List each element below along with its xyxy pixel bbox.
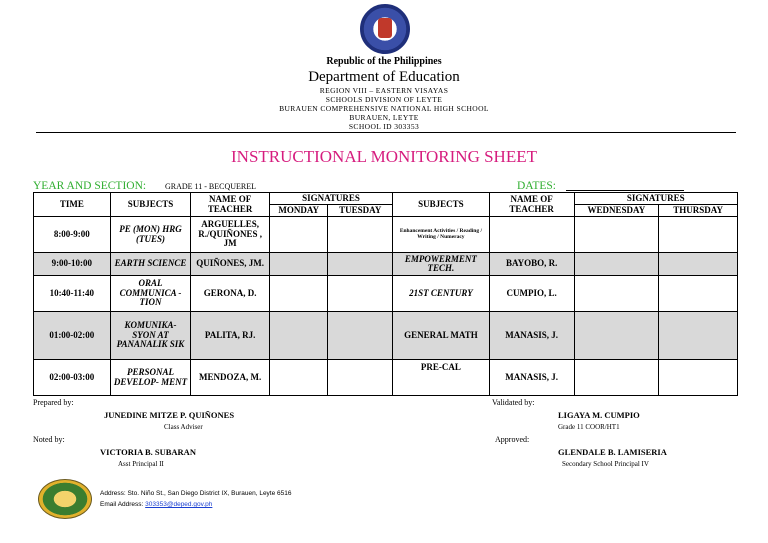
- deped-seal-icon: [360, 4, 410, 54]
- teacher-cell: MANASIS, J.: [489, 312, 574, 360]
- subject-cell: PE (MON) HRG (TUES): [110, 217, 191, 253]
- table-row: [34, 253, 738, 276]
- email-link[interactable]: 303353@deped.gov.ph: [145, 501, 213, 508]
- signature-cell[interactable]: [269, 253, 327, 276]
- signature-cell[interactable]: [328, 312, 393, 360]
- signature-cell[interactable]: [328, 360, 393, 396]
- teacher-cell: CUMPIO, L.: [489, 276, 574, 312]
- division-text: SCHOOLS DIVISION OF LEYTE: [325, 95, 443, 104]
- prepared-by-name: JUNEDINE MITZE P. QUIÑONES: [104, 410, 235, 420]
- teacher-cell: MENDOZA, M.: [191, 360, 270, 396]
- signature-cell[interactable]: [574, 360, 659, 396]
- dates-label: DATES:: [517, 180, 556, 192]
- header-signatures-1: SIGNATURES: [269, 193, 392, 205]
- header-teacher-1: NAME OF TEACHER: [191, 193, 270, 217]
- subject-cell: EARTH SCIENCE: [110, 253, 191, 276]
- teacher-cell: QUIÑONES, JM.: [191, 253, 270, 276]
- validated-by-name: LIGAYA M. CUMPIO: [558, 410, 640, 420]
- subject-cell: ORAL COMMUNICA -TION: [110, 276, 191, 312]
- signature-cell[interactable]: [574, 253, 659, 276]
- prepared-by-label: Prepared by:: [33, 398, 74, 407]
- header-divider: [36, 132, 736, 133]
- subject-cell: PRE-CAL: [393, 360, 490, 396]
- header-time: TIME: [34, 193, 111, 217]
- header-teacher-2: NAME OF TEACHER: [489, 193, 574, 217]
- signature-cell[interactable]: [269, 360, 327, 396]
- school-logo-icon: [38, 479, 92, 519]
- approved-label: Approved:: [495, 435, 530, 444]
- monitoring-table: [33, 192, 738, 396]
- region-text: REGION VIII – EASTERN VISAYAS: [319, 86, 449, 95]
- signature-cell[interactable]: [328, 253, 393, 276]
- teacher-cell: BAYOBO, R.: [489, 253, 574, 276]
- school-location: BURAUEN, LEYTE: [349, 113, 419, 122]
- noted-by-label: Noted by:: [33, 435, 65, 444]
- header-thursday: THURSDAY: [659, 205, 738, 217]
- approved-role: Secondary School Principal IV: [562, 460, 649, 468]
- year-section-value: GRADE 11 - BECQUEREL: [165, 182, 257, 191]
- year-section-label: YEAR AND SECTION:: [33, 180, 147, 192]
- time-cell: 9:00-10:00: [34, 253, 111, 276]
- teacher-cell: PALITA, RJ.: [191, 312, 270, 360]
- subject-cell: 21ST CENTURY: [393, 276, 490, 312]
- approved-name: GLENDALE B. LAMISERIA: [558, 447, 667, 457]
- header-tuesday: TUESDAY: [328, 205, 393, 217]
- time-cell: 10:40-11:40: [34, 276, 111, 312]
- subject-cell: GENERAL MATH: [393, 312, 490, 360]
- dates-blank-line: [566, 190, 684, 191]
- validated-by-role: Grade 11 COOR/HT1: [558, 423, 620, 431]
- address-text: Address: Sto. Niño St., San Diego District IX, Burauen, Leyte 6516: [100, 490, 292, 497]
- table-row: [34, 312, 738, 360]
- teacher-cell: MANASIS, J.: [489, 360, 574, 396]
- email-line: [100, 501, 212, 508]
- signature-cell[interactable]: [574, 312, 659, 360]
- time-cell: 01:00-02:00: [34, 312, 111, 360]
- signature-cell[interactable]: [269, 312, 327, 360]
- signature-cell[interactable]: [659, 217, 738, 253]
- department-title: Department of Education: [308, 69, 460, 85]
- teacher-cell: ARGUELLES, R./QUIÑONES , JM: [191, 217, 270, 253]
- header-signatures-2: SIGNATURES: [574, 193, 737, 205]
- teacher-cell: GERONA, D.: [191, 276, 270, 312]
- signature-cell[interactable]: [659, 312, 738, 360]
- subject-cell: Enhancement Activities / Reading / Writing / Numeracy: [393, 217, 490, 253]
- subject-cell: KOMUNIKA- SYON AT PANANALIK SIK: [110, 312, 191, 360]
- signature-cell[interactable]: [659, 253, 738, 276]
- prepared-by-role: Class Adviser: [164, 423, 203, 431]
- noted-by-name: VICTORIA B. SUBARAN: [100, 447, 196, 457]
- header-wednesday: WEDNESDAY: [574, 205, 659, 217]
- signature-cell[interactable]: [328, 276, 393, 312]
- header-monday: MONDAY: [269, 205, 327, 217]
- republic-text: Republic of the Philippines: [326, 56, 442, 67]
- noted-by-role: Asst Principal II: [118, 460, 164, 468]
- header-subjects-1: SUBJECTS: [110, 193, 191, 217]
- signature-cell[interactable]: [574, 276, 659, 312]
- signature-cell[interactable]: [659, 360, 738, 396]
- subject-cell: EMPOWERMENT TECH.: [393, 253, 490, 276]
- table-row: [34, 276, 738, 312]
- signature-cell[interactable]: [574, 217, 659, 253]
- signature-cell[interactable]: [269, 276, 327, 312]
- school-id: SCHOOL ID 303353: [348, 122, 420, 131]
- subject-cell: PERSONAL DEVELOP- MENT: [110, 360, 191, 396]
- email-label: Email Address:: [100, 501, 144, 508]
- page-title: INSTRUCTIONAL MONITORING SHEET: [231, 147, 537, 166]
- time-cell: 8:00-9:00: [34, 217, 111, 253]
- table-row: [34, 217, 738, 253]
- school-name: BURAUEN COMPREHENSIVE NATIONAL HIGH SCHOOL: [279, 104, 489, 113]
- teacher-cell: [489, 217, 574, 253]
- header-subjects-2: SUBJECTS: [393, 193, 490, 217]
- signature-cell[interactable]: [659, 276, 738, 312]
- table-row: [34, 360, 738, 396]
- time-cell: 02:00-03:00: [34, 360, 111, 396]
- validated-by-label: Validated by:: [492, 398, 535, 407]
- signature-cell[interactable]: [269, 217, 327, 253]
- signature-cell[interactable]: [328, 217, 393, 253]
